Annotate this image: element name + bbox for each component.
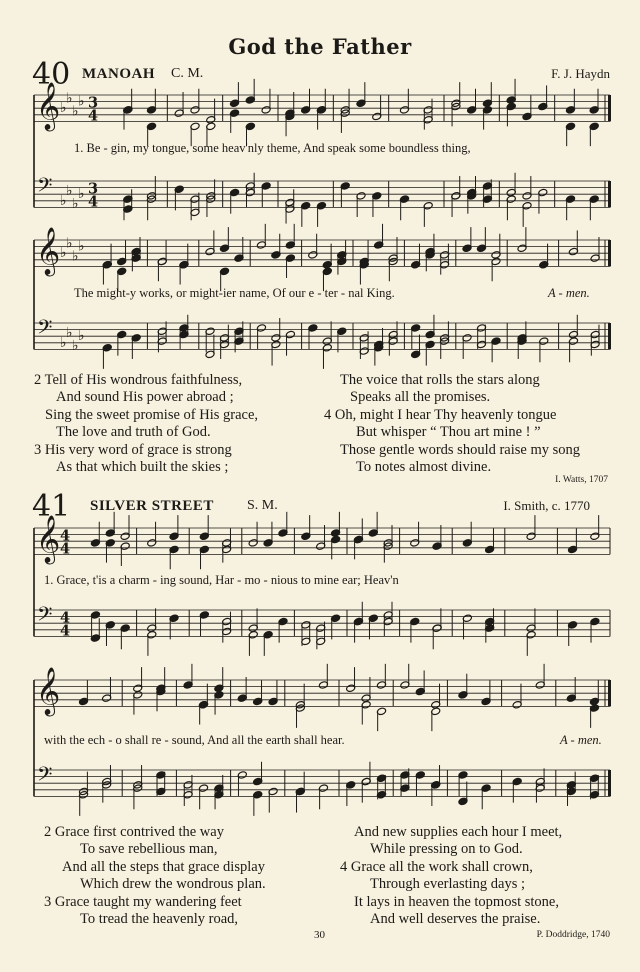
flat-icon: ♭ (66, 235, 73, 252)
verse-line: As that which built the skies ; (56, 459, 229, 476)
final-bar-line (608, 770, 611, 796)
flat-icon: ♭ (66, 90, 73, 107)
lyrics-line: 1. Grace, t'is a charm - ing sound, Har - mo - nious to mine ear; Heav'n (44, 573, 399, 587)
verses-left (34, 372, 258, 476)
bass-clef-icon: 𝄢 (37, 602, 53, 631)
verse-line: 2 Tell of His wondrous faithfulness, (34, 372, 243, 388)
lyrics-line: The might-y works, or might-ier name, Of our e - ter - nal King. (74, 286, 395, 300)
time-signature: 4 (60, 609, 71, 627)
verse-line: To save rebellious man, (80, 841, 218, 858)
lyrics-line: 1. Be - gin, my tongue, some heav'nly theme, And speak some boundless thing, (74, 141, 471, 155)
verse-line: While pressing on to God. (370, 841, 523, 858)
flat-icon: ♭ (78, 93, 85, 110)
time-signature: 4 (60, 527, 71, 545)
time-signature: 4 (60, 622, 71, 640)
final-bar-line (608, 323, 611, 349)
tune-meter: C. M. (171, 66, 204, 81)
verse-line: The love and truth of God. (56, 424, 211, 441)
time-signature: 3 (88, 180, 99, 198)
verse-line: Speaks all the promises. (350, 389, 491, 406)
verse-line: 2 Grace first contrived the way (44, 824, 224, 840)
time-signature: 3 (88, 94, 99, 112)
flat-icon: ♭ (60, 334, 67, 351)
flat-icon: ♭ (78, 238, 85, 255)
author-credit: I. Watts, 1707 (555, 475, 608, 485)
verses-right (324, 372, 580, 476)
verses-left (44, 824, 266, 928)
tune-meter: S. M. (247, 498, 278, 513)
composer-credit: I. Smith, c. 1770 (503, 498, 590, 513)
flat-icon: ♭ (72, 103, 79, 120)
verse-line: 3 Grace taught my wandering feet (44, 893, 242, 910)
amen-text: A - men. (548, 286, 590, 300)
verse-line: 4 Oh, might I hear Thy heavenly tongue (324, 406, 557, 423)
verse-line: And all the steps that grace display (62, 858, 265, 875)
flat-icon: ♭ (60, 245, 67, 262)
lyrics-line: with the ech - o shall re - sound, And all the earth shall hear. (44, 733, 345, 747)
verse-line: And well deserves the praise. (370, 911, 541, 928)
flat-icon: ♭ (66, 182, 73, 199)
composer-credit: F. J. Haydn (551, 66, 610, 81)
verse-line: Through everlasting days ; (370, 876, 526, 893)
verse-line: It lays in heaven the topmost stone, (354, 893, 559, 910)
tune-name: SILVER STREET (90, 498, 214, 514)
verses-right (340, 824, 562, 928)
hymn-number: 40 (32, 57, 71, 92)
treble-clef-icon: 𝄞 (36, 666, 61, 715)
bass-clef-icon: 𝄢 (37, 315, 53, 344)
treble-clef-icon: 𝄞 (36, 226, 61, 275)
tune-name: MANOAH (82, 66, 155, 82)
treble-clef-icon: 𝄞 (36, 514, 61, 563)
final-bar-line (608, 181, 611, 207)
flat-icon: ♭ (60, 192, 67, 209)
hymn-number: 41 (32, 489, 71, 524)
time-signature: 4 (60, 540, 71, 558)
verse-line: To tread the heavenly road, (80, 911, 239, 928)
verse-line: Those gentle words should raise my song (340, 441, 581, 458)
flat-icon: ♭ (66, 324, 73, 341)
flat-icon: ♭ (72, 248, 79, 265)
author-credit: P. Doddridge, 1740 (536, 930, 610, 940)
verse-line: 3 His very word of grace is strong (34, 441, 232, 458)
verse-line: The voice that rolls the stars along (340, 372, 540, 388)
flat-icon: ♭ (78, 328, 85, 345)
section-title: God the Father (228, 34, 412, 59)
time-signature: 4 (88, 193, 99, 211)
final-bar-line (608, 95, 611, 121)
treble-clef-icon: 𝄞 (36, 81, 61, 130)
bass-clef-icon: 𝄢 (37, 762, 53, 791)
verse-line: Which drew the wondrous plan. (80, 876, 266, 893)
flat-icon: ♭ (72, 196, 79, 213)
final-bar-line (608, 680, 611, 706)
flat-icon: ♭ (72, 338, 79, 355)
verse-line: 4 Grace all the work shall crown, (340, 858, 533, 875)
final-bar-line (608, 240, 611, 266)
flat-icon: ♭ (78, 186, 85, 203)
verse-line: Sing the sweet promise of His grace, (45, 406, 259, 423)
amen-text: A - men. (560, 733, 602, 747)
time-signature: 4 (88, 107, 99, 125)
verse-line: And new supplies each hour I meet, (354, 824, 563, 840)
verse-line: To notes almost divine. (356, 459, 492, 476)
bass-clef-icon: 𝄢 (37, 173, 53, 202)
verse-line: But whisper “ Thou art mine ! ” (356, 424, 541, 441)
verse-line: And sound His power abroad ; (56, 389, 234, 406)
page-number: 30 (314, 929, 325, 941)
flat-icon: ♭ (60, 100, 67, 117)
